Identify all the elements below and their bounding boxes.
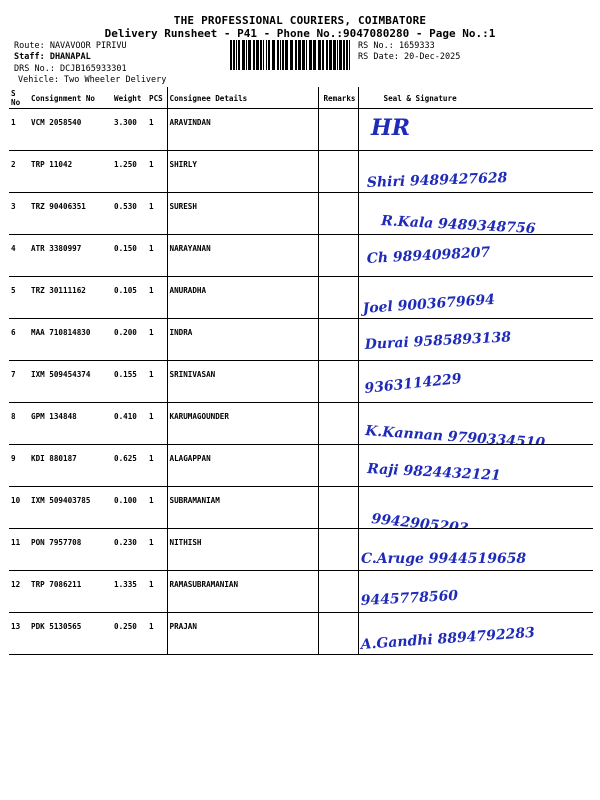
handwritten-signature — [359, 193, 579, 238]
col-weight: Weight — [112, 87, 147, 109]
cell-sno: 10 — [9, 487, 29, 529]
cell-signature — [358, 403, 593, 452]
handwritten-signature — [359, 529, 579, 571]
cell-weight: 0.530 — [112, 193, 147, 235]
cell-consignment: KDI 880187 — [29, 445, 112, 487]
cell-pcs: 1 — [147, 109, 167, 151]
cell-sno: 3 — [9, 193, 29, 235]
cell-consignment: IXM 509454374 — [29, 361, 112, 403]
cell-sno: 12 — [9, 571, 29, 613]
cell-signature — [358, 319, 593, 361]
signature-text: Joel 9003679694 — [361, 291, 495, 317]
cell-sno: 8 — [9, 403, 29, 445]
col-consignee: Consignee Details — [167, 87, 318, 109]
cell-pcs: 1 — [147, 571, 167, 613]
cell-consignment: MAA 710814830 — [29, 319, 112, 361]
cell-sno: 11 — [9, 529, 29, 571]
rs-date: RS Date: 20-Dec-2025 — [358, 52, 461, 62]
cell-signature — [358, 235, 593, 277]
cell-consignee: ALAGAPPAN — [167, 445, 318, 487]
cell-consignment: VCM 2058540 — [29, 109, 112, 151]
cell-signature — [358, 193, 593, 238]
cell-sno: 2 — [9, 151, 29, 193]
cell-pcs: 1 — [147, 445, 167, 487]
handwritten-signature — [359, 403, 579, 452]
handwritten-signature — [359, 361, 579, 403]
document-subtitle: Delivery Runsheet - P41 - Phone No.:9047080280 - Page No.:1 — [104, 27, 496, 40]
table-row — [9, 319, 593, 361]
cell-remarks — [318, 403, 358, 445]
table-row — [9, 193, 593, 235]
cell-pcs: 1 — [147, 151, 167, 193]
handwritten-signature — [359, 277, 579, 319]
table-row — [9, 151, 593, 193]
signature-text: 9445778560 — [359, 587, 458, 609]
handwritten-signature — [359, 319, 579, 361]
cell-signature — [358, 529, 593, 571]
cell-signature — [358, 109, 593, 151]
cell-signature — [358, 277, 593, 319]
cell-weight: 0.200 — [112, 319, 147, 361]
signature-text: R.Kala 9489348756 — [380, 213, 536, 238]
col-sno: S No — [9, 87, 29, 109]
cell-consignment: PON 7957708 — [29, 529, 112, 571]
cell-consignee: NITHISH — [167, 529, 318, 571]
cell-sno: 6 — [9, 319, 29, 361]
signature-text: K.Kannan 9790334510 — [364, 423, 546, 452]
cell-consignee: SUBRAMANIAM — [167, 487, 318, 529]
table-row — [9, 487, 593, 529]
col-consignment: Consignment No — [29, 87, 112, 109]
cell-pcs: 1 — [147, 193, 167, 235]
cell-weight: 0.410 — [112, 403, 147, 445]
table-row — [9, 571, 593, 613]
cell-sno: 7 — [9, 361, 29, 403]
table-row — [9, 235, 593, 277]
cell-sno: 9 — [9, 445, 29, 487]
cell-consignee: SURESH — [167, 193, 318, 235]
cell-weight: 3.300 — [112, 109, 147, 151]
cell-consignee: PRAJAN — [167, 613, 318, 655]
cell-consignment: TRP 11042 — [29, 151, 112, 193]
signature-text: A.Gandhi 8894792283 — [359, 624, 535, 653]
cell-signature — [358, 571, 593, 613]
cell-pcs: 1 — [147, 361, 167, 403]
signature-text: Raji 9824432121 — [366, 461, 501, 484]
signature-text: Shiri 9489427628 — [366, 170, 508, 191]
cell-pcs: 1 — [147, 613, 167, 655]
cell-pcs: 1 — [147, 529, 167, 571]
cell-remarks — [318, 151, 358, 193]
cell-sno: 5 — [9, 277, 29, 319]
rs-number: RS No.: 1659333 — [358, 41, 435, 51]
drs-number: DRS No.: DCJB165933301 — [14, 64, 127, 74]
cell-consignment: PDK 5130565 — [29, 613, 112, 655]
cell-weight: 0.100 — [112, 487, 147, 529]
cell-remarks — [318, 319, 358, 361]
cell-consignment: TRZ 30111162 — [29, 277, 112, 319]
cell-remarks — [318, 193, 358, 235]
cell-remarks — [318, 361, 358, 403]
handwritten-signature — [359, 151, 579, 193]
signature-text: Durai 9585893138 — [363, 329, 511, 353]
cell-weight: 1.335 — [112, 571, 147, 613]
cell-consignee: ANURADHA — [167, 277, 318, 319]
cell-pcs: 1 — [147, 487, 167, 529]
route-label: Route: NAVAVOOR PIRIVU — [14, 41, 127, 51]
signature-text: C.Aruge 9944519658 — [360, 551, 526, 567]
table-row — [9, 109, 593, 151]
runsheet-table — [9, 87, 593, 655]
cell-remarks — [318, 529, 358, 571]
cell-pcs: 1 — [147, 235, 167, 277]
handwritten-signature — [359, 571, 579, 613]
table-row — [9, 445, 593, 487]
cell-signature — [358, 361, 593, 403]
table-row — [9, 361, 593, 403]
col-remarks: Remarks — [318, 87, 358, 109]
col-signature: Seal & Signature — [358, 87, 593, 109]
handwritten-signature — [359, 487, 579, 538]
col-pcs: PCS — [147, 87, 167, 109]
cell-pcs: 1 — [147, 277, 167, 319]
cell-remarks — [318, 109, 358, 151]
cell-remarks — [318, 487, 358, 529]
handwritten-signature — [359, 445, 579, 487]
cell-consignment: TRZ 90406351 — [29, 193, 112, 235]
table-row — [9, 403, 593, 445]
document-title: THE PROFESSIONAL COURIERS, COIMBATORE — [173, 14, 427, 27]
cell-signature — [358, 445, 593, 487]
table-row — [9, 529, 593, 571]
table-row — [9, 613, 593, 655]
handwritten-signature — [359, 613, 579, 655]
signature-text: Ch 9894098207 — [365, 244, 491, 267]
cell-remarks — [318, 571, 358, 613]
cell-remarks — [318, 235, 358, 277]
cell-consignment: IXM 509403785 — [29, 487, 112, 529]
cell-weight: 0.230 — [112, 529, 147, 571]
cell-sno: 4 — [9, 235, 29, 277]
cell-consignment: GPM 134848 — [29, 403, 112, 445]
cell-remarks — [318, 445, 358, 487]
cell-consignee: RAMASUBRAMANIAN — [167, 571, 318, 613]
cell-consignee: NARAYANAN — [167, 235, 318, 277]
cell-weight: 0.625 — [112, 445, 147, 487]
staff-label: Staff: DHANAPAL — [14, 52, 91, 62]
cell-remarks — [318, 613, 358, 655]
cell-consignee: INDRA — [167, 319, 318, 361]
barcode-icon — [230, 40, 352, 70]
cell-weight: 1.250 — [112, 151, 147, 193]
table-row — [9, 277, 593, 319]
cell-weight: 0.155 — [112, 361, 147, 403]
handwritten-signature — [359, 109, 579, 151]
cell-pcs: 1 — [147, 403, 167, 445]
cell-signature — [358, 151, 593, 193]
cell-consignment: ATR 3380997 — [29, 235, 112, 277]
signature-text: HR — [370, 115, 410, 141]
signature-text: 9942905203 — [370, 511, 469, 538]
cell-signature — [358, 613, 593, 655]
cell-weight: 0.250 — [112, 613, 147, 655]
cell-weight: 0.150 — [112, 235, 147, 277]
cell-consignee: SRINIVASAN — [167, 361, 318, 403]
cell-signature — [358, 487, 593, 538]
cell-sno: 13 — [9, 613, 29, 655]
cell-sno: 1 — [9, 109, 29, 151]
table-header-row — [9, 87, 593, 109]
cell-consignee: SHIRLY — [167, 151, 318, 193]
cell-remarks — [318, 277, 358, 319]
cell-pcs: 1 — [147, 319, 167, 361]
handwritten-signature — [359, 235, 579, 277]
cell-consignee: ARAVINDAN — [167, 109, 318, 151]
vehicle-label: Vehicle: Two Wheeler Delivery — [18, 75, 167, 85]
cell-weight: 0.105 — [112, 277, 147, 319]
signature-text: 9363114229 — [363, 370, 462, 397]
cell-consignment: TRP 7086211 — [29, 571, 112, 613]
cell-consignee: KARUMAGOUNDER — [167, 403, 318, 445]
